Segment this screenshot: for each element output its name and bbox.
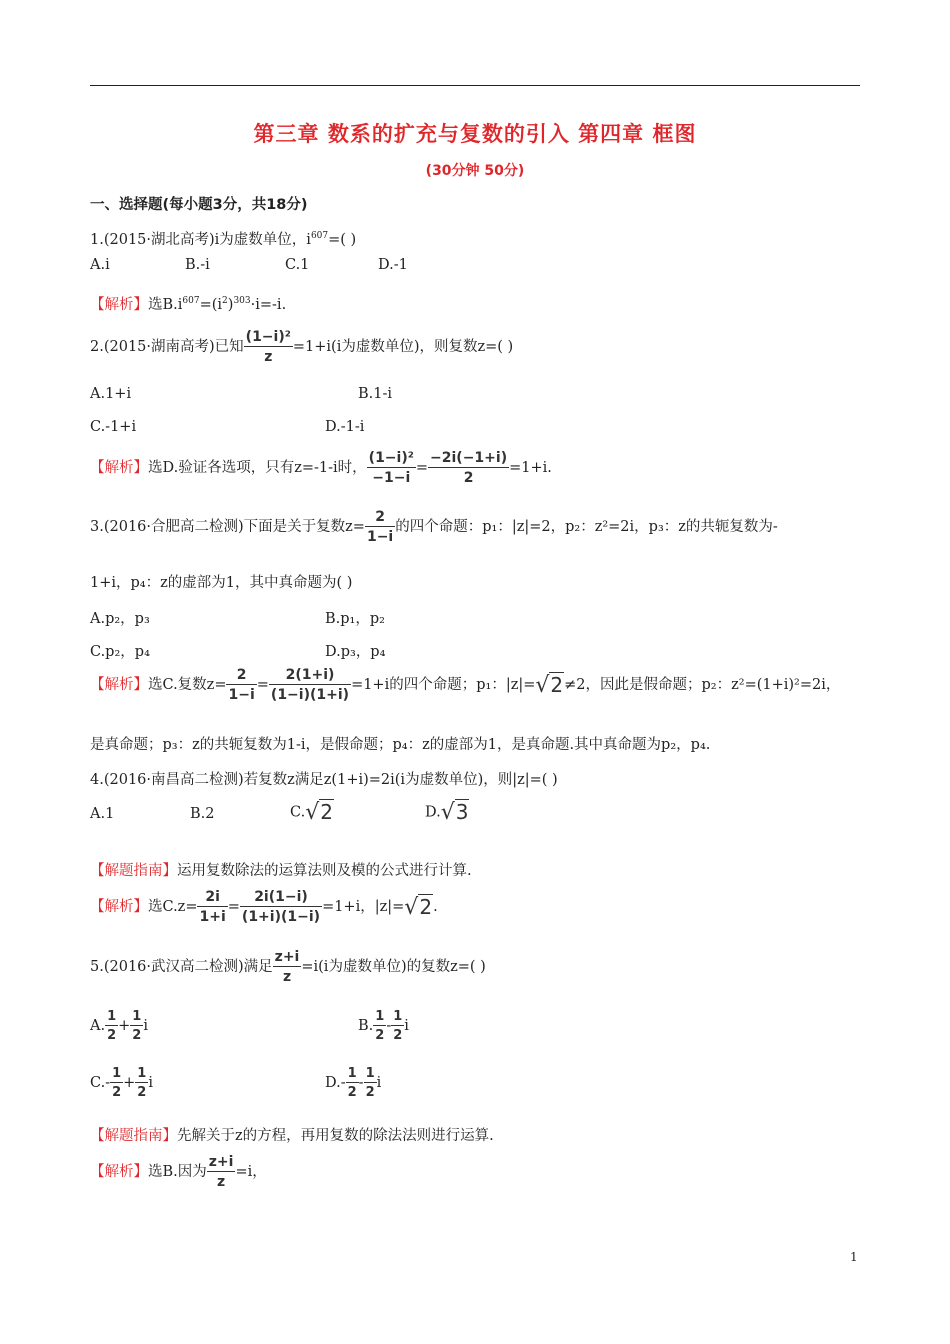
page-number: 1 [850,1250,858,1264]
q2-option-a: A.1+i [90,386,132,402]
sqrt: √2 [535,672,564,698]
fraction: $\frac{-2i(-1+i)}{2}$ [430,450,508,486]
q5-option-d: D.- $\frac{1}{2}$ - $\frac{1}{2}$ i [325,1066,382,1100]
q4-option-c: C.√2 [290,800,333,825]
q3-stem: 3.(2016·合肥高二检测)下面是关于复数z= $\frac{2}{1-i}$ 的四个命题：p₁：|z|=2，p₂：z²=2i，p₃：z的共轭复数为- [90,509,778,545]
q3-option-d: D.p₃，p₄ [325,644,386,660]
top-rule [90,85,860,86]
q1-option-b: B.-i [185,257,210,273]
q3-option-b: B.p₁，p₂ [325,611,385,627]
q5-option-a: A. $\frac{1}{2}$ + $\frac{1}{2}$ i [90,1009,148,1043]
q1-option-c: C.1 [285,257,310,273]
page-title: 第三章 数系的扩充与复数的引入 第四章 框图 [253,122,697,146]
section-heading: 一、选择题(每小题3分，共18分) [90,197,308,213]
fraction: $\frac{\text{(1−i)²}}{z}$ [245,329,291,365]
q5-stem: 5.(2016·武汉高二检测)满足 $\frac{z+i}{z}$ =i(i为虚数单位)的复数z=( ) [90,949,486,985]
q5-option-b: B. $\frac{1}{2}$ - $\frac{1}{2}$ i [358,1009,409,1043]
q5-option-c: C.- $\frac{1}{2}$ + $\frac{1}{2}$ i [90,1066,153,1100]
q5-analysis: 【解析】选B.因为 $\frac{z+i}{z}$ =i， [90,1154,267,1190]
q1-stem: 1.(2015·湖北高考)i为虚数单位，$i^{607}=$( ) [90,231,357,248]
fraction: $\frac{2}{1-i}$ [228,667,255,703]
q1-option-d: D.-1 [378,257,408,273]
q3-analysis: 【解析】选C.复数z= $\frac{2}{1-i}$ = $\frac{2(1+i)}{(1-i)(1+i)}$ =1+i的四个命题；p₁：|z|=√2≠2，因此是假命题；p₂：z²=(1+i)²=2i， [90,667,841,703]
fraction: $\frac{2(1+i)}{(1-i)(1+i)}$ [270,667,350,703]
q5-guide: 【解题指南】先解关于z的方程，再用复数的除法法则进行运算. [90,1128,494,1144]
q4-analysis: 【解析】选C.z= $\frac{2i}{1+i}$ = $\frac{2i(1-i)}{(1+i)(1-i)}$ =1+i，|z|=√2. [90,889,438,925]
fraction: $\frac{2i(1-i)}{(1+i)(1-i)}$ [241,889,321,925]
q2-option-d: D.-1-i [325,419,365,435]
fraction: $\frac{2}{1-i}$ [366,509,394,545]
analysis-tag: 【解析】 [90,297,148,313]
q3-stem-cont: 1+i，p₄：z的虚部为1，其中真命题为( ) [90,575,353,591]
page-subtitle: (30分钟 50分) [425,163,525,179]
fraction: $\frac{2i}{1+i}$ [199,889,226,925]
fraction: $\frac{z+i}{z}$ [274,949,300,985]
q4-stem: 4.(2016·南昌高二检测)若复数z满足z(1+i)=2i(i为虚数单位)，则|z|=( ) [90,772,558,788]
q4-option-a: A.1 [90,806,115,822]
q3-option-c: C.p₂，p₄ [90,644,150,660]
q3-analysis-cont: 是真命题；p₃：z的共轭复数为1-i，是假命题；p₄：z的虚部为1，是真命题.其中真命题为p₂，p₄. [90,737,711,753]
q2-option-c: C.-1+i [90,419,137,435]
q3-option-a: A.p₂，p₃ [90,611,150,627]
fraction: $\frac{z+i}{z}$ [208,1154,234,1190]
q2-stem: 2.(2015·湖南高考)已知 $\frac{\text{(1−i)²}}{z}$ =1+i(i为虚数单位)，则复数z=( ) [90,329,514,365]
q2-option-b: B.1-i [358,386,393,402]
q4-option-d: D.√3 [425,800,469,825]
guide-tag: 【解题指南】 [90,863,177,879]
q4-option-b: B.2 [190,806,215,822]
q2-analysis: 【解析】选D.验证各选项，只有z=-1-i时， $\frac{\text{(1−i)²}}{-1-i}$ = $\frac{-2i(-1+i)}{2}$ =1+i. [90,450,552,486]
q4-guide: 【解题指南】运用复数除法的运算法则及模的公式进行计算. [90,863,472,879]
q1-analysis: 【解析】选$B.i^{607}=(i^2)^{303}\cdot i=-i$. [90,296,287,313]
q1-option-a: A.i [90,257,110,273]
fraction: $\frac{\text{(1−i)²}}{-1-i}$ [368,450,414,486]
